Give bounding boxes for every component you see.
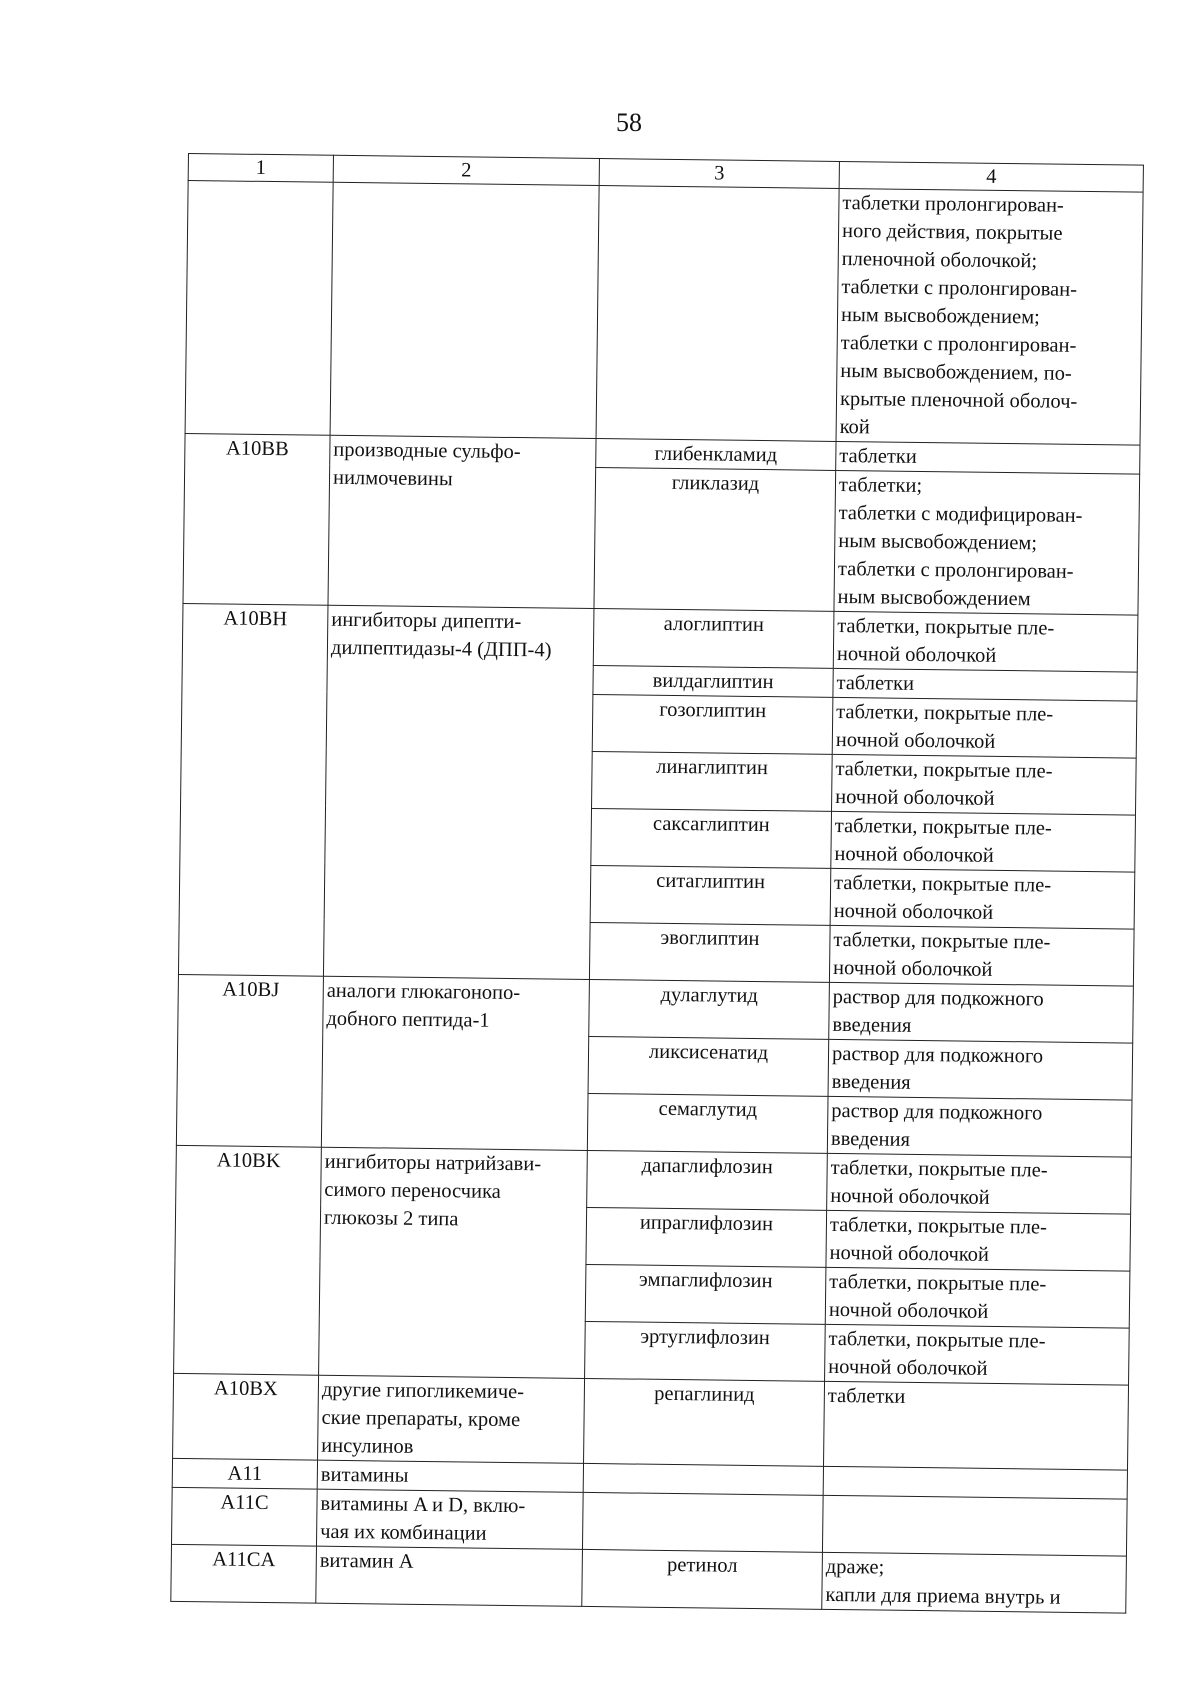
group-name-cell <box>318 1375 585 1463</box>
atc-code-cell: A10BB <box>183 433 330 605</box>
dosage-form-cell <box>824 1381 1129 1470</box>
atc-code-cell <box>185 181 333 436</box>
drug-name-cell: вилдаглиптин <box>593 665 833 697</box>
dosage-form-cell <box>826 1210 1131 1271</box>
column-header: 4 <box>839 161 1143 192</box>
group-name-line: ингибиторы дипепти- <box>331 608 522 634</box>
group-name-cell <box>316 1546 583 1606</box>
group-name-line: инсулинов <box>321 1434 414 1458</box>
table-row <box>178 974 1134 1043</box>
dosage-form-cell <box>825 1267 1130 1328</box>
atc-code-cell: A10BJ <box>176 974 323 1147</box>
drug-name-cell: репаглинид <box>584 1378 825 1466</box>
group-name-cell <box>316 1489 583 1549</box>
dosage-form-line: ночной оболочкой <box>829 1241 990 1266</box>
drug-name-cell: ситаглиптин <box>590 865 831 925</box>
dosage-form-cell <box>827 1096 1132 1157</box>
dosage-form-cell <box>831 811 1136 872</box>
dosage-form-cell <box>825 1324 1130 1385</box>
dosage-form-line: таблетки <box>839 444 917 468</box>
table-row <box>176 1145 1132 1214</box>
drug-name-cell: эмпаглифлозин <box>585 1264 826 1324</box>
atc-code-cell: A11CA <box>171 1544 317 1603</box>
drug-name-cell: дапаглифлозин <box>587 1150 828 1210</box>
table-row <box>171 1544 1127 1613</box>
dosage-form-line: таблетки <box>836 671 915 695</box>
drug-name-cell <box>596 186 839 442</box>
dosage-form-line: таблетки, покрытые пле- <box>829 1270 1047 1296</box>
dosage-form-line: таблетки с модифицирован- <box>838 501 1083 527</box>
dosage-form-line: крытые пленочной оболоч- <box>839 387 1078 413</box>
dosage-form-line: таблетки, покрытые пле- <box>829 1213 1048 1239</box>
dosage-form-line: введения <box>832 1013 912 1037</box>
dosage-form-line: кой <box>839 415 870 439</box>
dosage-form-line: таблетки, покрытые пле- <box>836 700 1054 726</box>
atc-code-cell: A10BH <box>178 603 328 976</box>
group-name-line: аналоги глюкагонопо- <box>326 979 521 1005</box>
dosage-form-cell <box>832 754 1137 815</box>
group-name-line: другие гипогликемиче- <box>321 1378 525 1404</box>
dosage-form-line: таблетки пролонгирован- <box>842 191 1064 217</box>
dosage-form-cell <box>830 868 1135 929</box>
dosage-form-line: раствор для подкожного <box>831 1099 1043 1125</box>
dosage-form-line: драже; <box>825 1555 885 1579</box>
dosage-form-line: таблетки, покрытые пле- <box>833 928 1051 954</box>
dosage-form-line: ным высвобождением <box>837 585 1031 611</box>
atc-code-cell: A11 <box>172 1458 317 1489</box>
dosage-form-line: ным высвобождением; <box>838 529 1038 555</box>
dosage-form-line: ночной оболочкой <box>833 899 994 924</box>
page-number: 58 <box>616 108 642 137</box>
dosage-form-line: ного действия, покрытые <box>841 219 1063 245</box>
dosage-form-cell <box>829 925 1134 986</box>
dosage-form-cell <box>834 470 1140 615</box>
group-name-cell <box>330 182 599 438</box>
drug-table <box>170 153 1144 1614</box>
group-name-line: глюкозы 2 типа <box>323 1206 459 1231</box>
drug-name-cell: гликлазид <box>594 468 836 612</box>
group-name-line: витамин A <box>319 1549 414 1573</box>
group-name-cell <box>328 435 596 608</box>
drug-name-cell: ретинол <box>582 1549 823 1609</box>
dosage-form-line: ночной оболочкой <box>834 842 994 867</box>
dosage-form-line: таблетки, покрытые пле- <box>833 871 1052 897</box>
group-name-line: ские препараты, кроме <box>321 1406 521 1432</box>
group-name-line: дилпептидазы-4 (ДПП-4) <box>330 636 552 662</box>
dosage-form-cell <box>833 611 1138 672</box>
dosage-form-cell <box>836 188 1143 445</box>
dosage-form-line: введения <box>830 1127 911 1151</box>
group-name-line: производные сульфо- <box>333 438 521 464</box>
dosage-form-cell <box>822 1552 1127 1613</box>
table-body <box>171 181 1143 1614</box>
dosage-form-cell <box>833 668 1137 701</box>
dosage-form-line: ночной оболочкой <box>835 728 996 753</box>
group-name-line: нилмочевины <box>332 466 453 491</box>
dosage-form-cell <box>822 1495 1127 1556</box>
drug-name-cell <box>582 1492 823 1552</box>
dosage-form-cell <box>827 1153 1132 1214</box>
dosage-form-line: пленочной оболочкой; <box>841 247 1038 273</box>
drug-name-cell: эртуглифлозин <box>585 1321 826 1381</box>
dosage-form-line: таблетки с пролонгирован- <box>837 557 1074 583</box>
dosage-form-cell <box>829 982 1134 1043</box>
group-name-cell <box>323 605 594 979</box>
dosage-form-line: ным высвобождением; <box>840 303 1040 329</box>
drug-name-cell: семаглутид <box>587 1093 828 1153</box>
group-name-cell <box>319 1147 588 1378</box>
group-name-line: симого переносчика <box>324 1178 501 1203</box>
dosage-form-line: таблетки, покрытые пле- <box>830 1156 1048 1182</box>
atc-code-cell: A11C <box>172 1487 318 1546</box>
group-name-line: чая их комбинации <box>320 1520 487 1545</box>
column-header: 2 <box>333 155 599 185</box>
dosage-form-line: таблетки <box>827 1384 906 1408</box>
dosage-form-line: таблетки с пролонгирован- <box>841 275 1078 301</box>
drug-name-cell: линаглиптин <box>592 751 833 811</box>
column-header: 3 <box>599 159 839 189</box>
dosage-form-line: таблетки, покрытые пле- <box>828 1327 1046 1353</box>
drug-name-cell: дулаглутид <box>589 979 830 1039</box>
group-name-cell <box>321 976 589 1150</box>
dosage-form-line: ночной оболочкой <box>832 956 993 981</box>
dosage-form-line: ночной оболочкой <box>836 642 997 667</box>
drug-name-cell: гозоглиптин <box>592 694 833 754</box>
dosage-form-cell <box>832 697 1137 758</box>
dosage-form-line: таблетки, покрытые пле- <box>834 814 1052 840</box>
dosage-form-line: таблетки с пролонгирован- <box>840 331 1077 357</box>
dosage-form-line: ночной оболочкой <box>828 1298 989 1323</box>
group-name-line: витамины A и D, вклю- <box>320 1492 526 1518</box>
atc-code-cell: A10BX <box>173 1373 319 1460</box>
drug-name-cell <box>583 1463 823 1495</box>
drug-name-cell: эвоглиптин <box>589 922 830 982</box>
dosage-form-cell <box>828 1039 1133 1100</box>
column-header: 1 <box>188 154 333 183</box>
dosage-form-cell <box>836 441 1140 474</box>
table-row <box>182 603 1138 672</box>
dosage-form-line: таблетки, покрытые пле- <box>835 757 1053 783</box>
dosage-form-line: таблетки, покрытые пле- <box>837 614 1055 640</box>
dosage-form-cell <box>823 1466 1127 1499</box>
dosage-form-line: ночной оболочкой <box>828 1355 988 1380</box>
dosage-form-line: раствор для подкожного <box>831 1042 1044 1068</box>
dosage-form-line: таблетки; <box>838 473 923 497</box>
group-name-line: добного пептида-1 <box>326 1007 490 1032</box>
group-name-cell <box>317 1460 583 1492</box>
drug-name-cell: глибенкламид <box>596 439 836 471</box>
drug-name-cell: алоглиптин <box>593 608 834 668</box>
drug-name-cell: ипраглифлозин <box>586 1207 827 1267</box>
table-row <box>185 181 1143 446</box>
drug-name-cell: саксаглиптин <box>591 808 832 868</box>
dosage-form-line: ночной оболочкой <box>830 1184 990 1209</box>
dosage-form-line: ным высвобождением, по- <box>840 359 1072 385</box>
drug-name-cell: ликсисенатид <box>588 1036 829 1096</box>
dosage-form-line: ночной оболочкой <box>835 785 995 810</box>
table-row <box>173 1373 1129 1470</box>
group-name-line: витамины <box>320 1463 409 1487</box>
dosage-form-line: раствор для подкожного <box>832 985 1044 1011</box>
group-name-line: ингибиторы натрийзави- <box>324 1150 542 1176</box>
dosage-form-line: введения <box>831 1070 911 1094</box>
dosage-form-line: капли для приема внутрь и <box>825 1583 1061 1609</box>
atc-code-cell: A10BK <box>174 1145 322 1375</box>
